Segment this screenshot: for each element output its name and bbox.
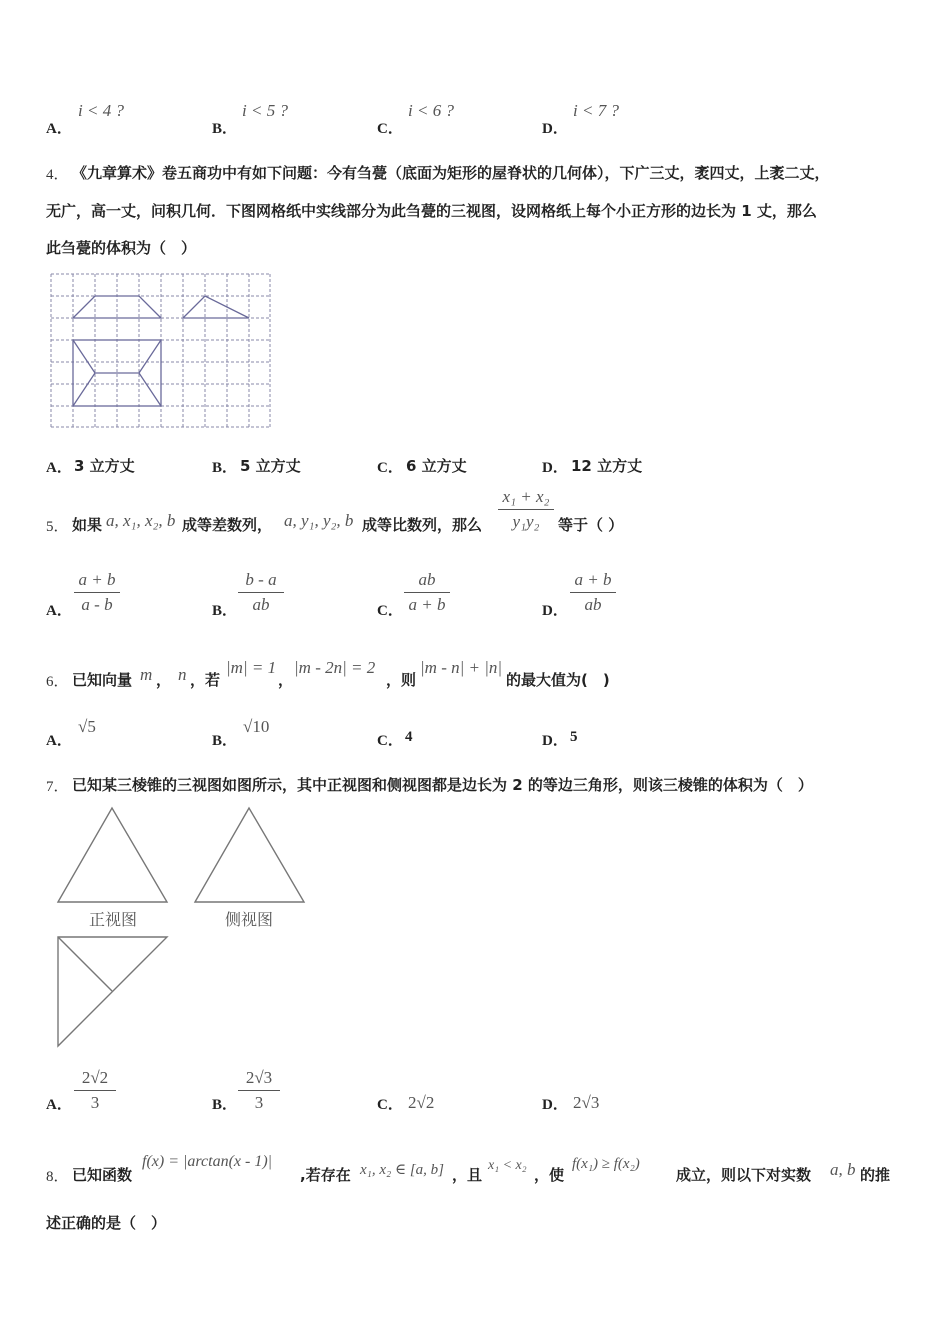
q5-option-c-fraction — [404, 570, 450, 615]
q6-option-b-label: B． — [212, 733, 238, 749]
q7-option-c-text: 2√2 — [408, 1093, 435, 1112]
q6-text-1: 已知向量 — [72, 671, 133, 689]
q5-option-a-denominator: a - b — [81, 595, 113, 614]
q4-option-b-text: 5 立方丈 — [240, 457, 301, 475]
q7-option-a-label: A． — [46, 1097, 72, 1113]
front-view-label: 正视图 — [88, 910, 138, 929]
front-view-triangle — [58, 808, 167, 902]
q7-option-b-numerator: 2√3 — [245, 1068, 273, 1087]
top-view-right-edges — [139, 340, 161, 406]
q5-option-d-label: D． — [542, 603, 568, 619]
q8-text-5: 成立，则以下对实数 — [676, 1166, 812, 1184]
q5-option-d-fraction — [570, 570, 616, 615]
q7-option-a-fraction — [74, 1068, 116, 1113]
q6-vector-m: m — [140, 665, 153, 684]
q5-option-b-numerator: b - a — [245, 570, 277, 589]
q4-line-1: 《九章算术》卷五商功中有如下问题：今有刍甍（底面为矩形的屋脊状的几何体），下广三丈，袤四丈，上袤二丈， — [72, 164, 830, 182]
q7-option-b-label: B． — [212, 1097, 238, 1113]
q3-option-d-expr: i < 7 ? — [573, 101, 619, 120]
q6-option-a-text: √5 — [78, 717, 96, 736]
q8-condition-2: x₁ < x₂ — [488, 1158, 527, 1173]
q7-three-views-figure — [54, 804, 310, 1050]
q8-condition-1: x₁, x₂ ∈ [a, b] — [360, 1162, 445, 1178]
q5-option-c-numerator: ab — [418, 570, 436, 589]
q5-option-d-numerator: a + b — [574, 570, 612, 589]
q6-text-5: ，则 — [386, 671, 417, 689]
q5-text-2: 成等差数列， — [182, 516, 273, 534]
q3-option-c-expr: i < 6 ? — [408, 101, 454, 120]
q5-option-a-numerator: a + b — [78, 570, 116, 589]
q5-option-c-label: C． — [377, 603, 403, 619]
q7-option-d-text: 2√3 — [573, 1093, 600, 1112]
q6-text-6: 的最大值为( ) — [506, 671, 610, 689]
q4-option-d-label: D． — [542, 460, 568, 476]
top-view-left-edges — [73, 340, 95, 406]
q4-option-c-text: 6 立方丈 — [406, 457, 467, 475]
q8-condition-3: f(x₁) ≥ f(x₂) — [572, 1156, 640, 1172]
q4-option-a-label: A． — [46, 460, 72, 476]
q6-number: 6． — [46, 674, 69, 690]
q5-fraction — [498, 487, 554, 532]
q6-option-c-label: C． — [377, 733, 403, 749]
q6-expression: |m - n| + |n| — [420, 658, 503, 677]
q4-line-2: 无广，高一丈，问积几何．下图网格纸中实线部分为此刍甍的三视图，设网格纸上每个小正方形的边长为 1 丈，那么 — [46, 202, 817, 220]
q5-fraction-numerator: x₁ + x₂ — [502, 487, 550, 506]
q5-option-a-label: A． — [46, 603, 72, 619]
q8-variables: a, b — [830, 1160, 856, 1179]
q7-number: 7． — [46, 779, 69, 795]
q7-text: 已知某三棱锥的三视图如图所示，其中正视图和侧视图都是边长为 2 的等边三角形，则该三棱锥的体积为（ ） — [72, 776, 813, 794]
side-view-triangle-q7 — [195, 808, 304, 902]
q7-option-d-label: D． — [542, 1097, 568, 1113]
side-view-label: 侧视图 — [224, 910, 274, 929]
q5-sequence-2: a, y₁, y₂, b — [284, 511, 354, 530]
q6-condition-2: |m - 2n| = 2 — [294, 658, 376, 677]
q4-option-d-text: 12 立方丈 — [571, 457, 643, 475]
q5-text-4: 等于（ ） — [558, 516, 624, 534]
q6-option-a-label: A． — [46, 733, 72, 749]
q7-option-a-denominator: 3 — [90, 1093, 100, 1112]
q6-text-3: ，若 — [190, 671, 221, 689]
top-view-inner-line — [58, 937, 112, 991]
q8-text-4: ，使 — [534, 1166, 565, 1184]
q5-text-1: 如果 — [72, 516, 103, 534]
q8-text-2: ,若存在 — [300, 1166, 351, 1184]
q4-number: 4． — [46, 167, 69, 183]
q8-text-1: 已知函数 — [72, 1166, 133, 1184]
q3-option-d-label: D． — [542, 121, 568, 137]
q6-vector-n: n — [178, 665, 187, 684]
q7-option-b-denominator: 3 — [254, 1093, 264, 1112]
q5-text-3: 成等比数列，那么 — [362, 516, 483, 534]
side-view-triangle — [183, 296, 249, 318]
q8-line-2: 述正确的是（ ） — [46, 1214, 167, 1232]
q7-option-c-label: C． — [377, 1097, 403, 1113]
q4-option-a-text: 3 立方丈 — [74, 457, 135, 475]
q6-option-c-text: 4 — [405, 729, 413, 745]
q5-option-c-denominator: a + b — [408, 595, 446, 614]
q5-option-a-fraction — [74, 570, 120, 615]
q3-option-b-label: B． — [212, 121, 238, 137]
q5-option-d-denominator: ab — [584, 595, 602, 614]
q3-option-a-label: A． — [46, 121, 72, 137]
q3-option-a-expr: i < 4 ? — [78, 101, 124, 120]
q8-number: 8． — [46, 1169, 69, 1185]
q6-condition-1: |m| = 1 — [226, 658, 277, 677]
q6-text-4: ， — [278, 671, 294, 689]
q5-option-b-fraction — [238, 570, 284, 615]
q5-sequence-1: a, x₁, x₂, b — [106, 511, 176, 530]
q5-option-b-denominator: ab — [252, 595, 270, 614]
q8-text-6: 的推 — [860, 1166, 891, 1184]
q7-option-a-numerator: 2√2 — [81, 1068, 109, 1087]
q8-text-3: ，且 — [452, 1166, 483, 1184]
q4-three-view-grid-figure — [50, 273, 272, 429]
q5-fraction-denominator: y₁y₂ — [512, 512, 540, 531]
q7-option-b-fraction — [238, 1068, 280, 1113]
q6-option-d-text: 5 — [570, 729, 578, 745]
q3-option-b-expr: i < 5 ? — [242, 101, 288, 120]
q4-line-3: 此刍甍的体积为（ ） — [46, 239, 197, 257]
q4-option-c-label: C． — [377, 460, 403, 476]
q5-option-b-label: B． — [212, 603, 238, 619]
q6-option-d-label: D． — [542, 733, 568, 749]
q8-function: f(x) = |arctan(x - 1)| — [142, 1153, 273, 1170]
q3-option-c-label: C． — [377, 121, 403, 137]
q4-option-b-label: B． — [212, 460, 238, 476]
q6-option-b-text: √10 — [243, 717, 270, 736]
q5-number: 5． — [46, 519, 69, 535]
q6-text-2: ， — [156, 671, 172, 689]
